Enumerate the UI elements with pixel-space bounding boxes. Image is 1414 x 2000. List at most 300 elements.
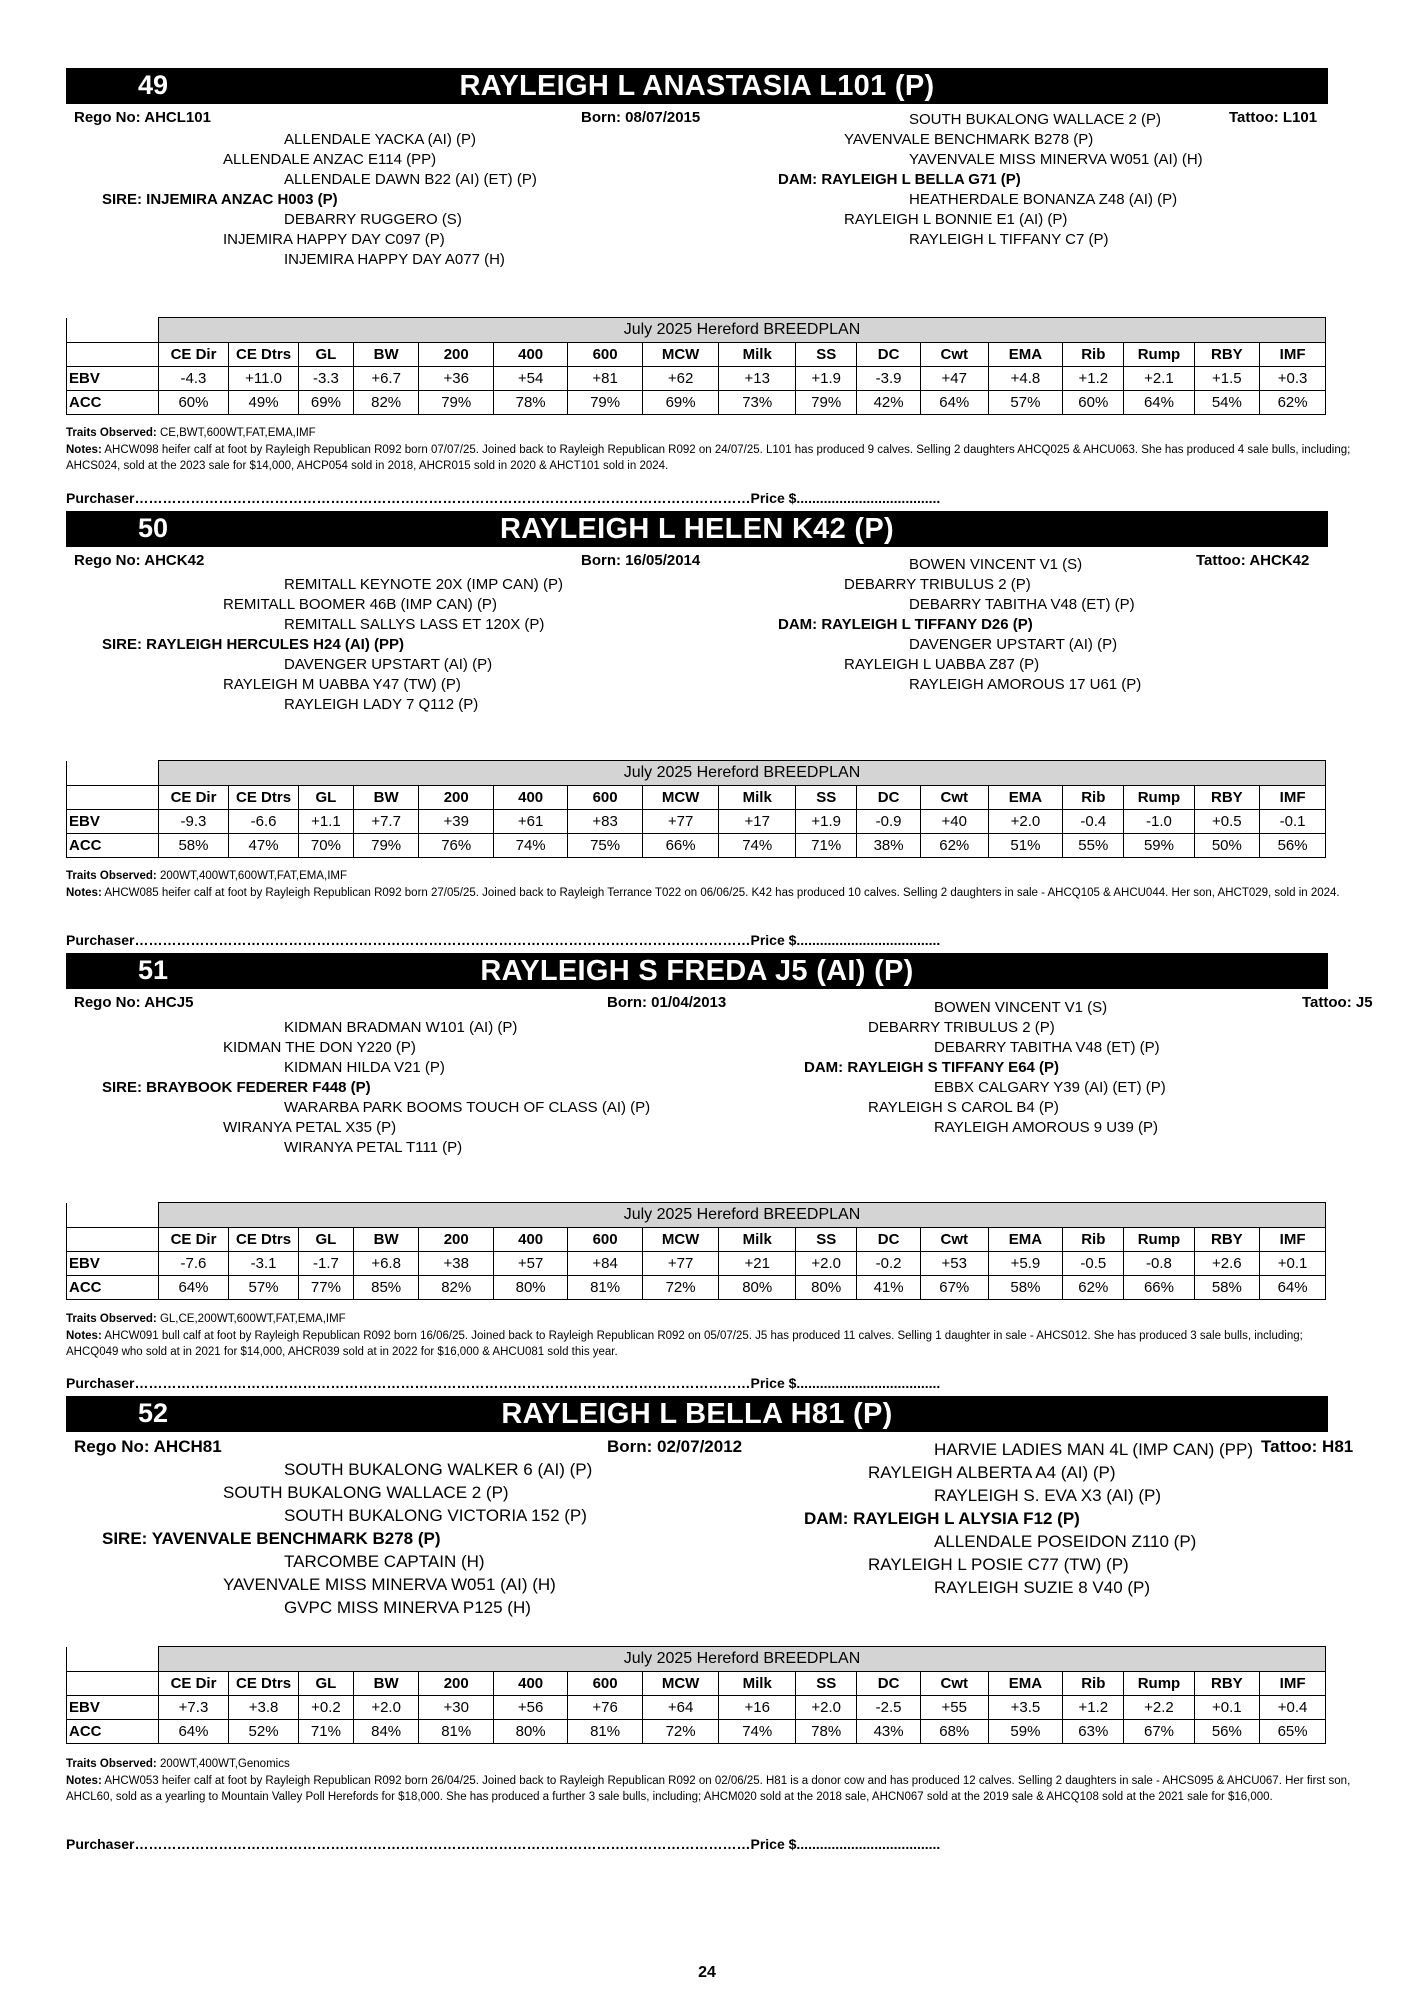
acc-value: 65% [1260,1720,1326,1744]
trait-header: IMF [1260,1228,1326,1252]
traits-observed [66,870,347,882]
trait-header: 200 [419,343,493,367]
trait-header: 200 [419,786,493,810]
trait-header: RBY [1194,1228,1260,1252]
trait-header: IMF [1260,1672,1326,1696]
ebv-value: +54 [493,367,567,391]
breedplan-title-row [67,1203,1326,1228]
ebv-value: +39 [419,810,493,834]
acc-value: 66% [1124,1276,1194,1300]
sire-ancestor: ALLENDALE YACKA (AI) (P) [284,131,477,148]
trait-header: SS [796,343,857,367]
trait-header: 400 [493,1672,567,1696]
dam-ancestor: BOWEN VINCENT V1 (S) [909,556,1083,573]
ebv-value: +11.0 [229,367,299,391]
dam-ancestor: DEBARRY TABITHA V48 (ET) (P) [934,1039,1160,1056]
traits-value: 200WT,400WT,Genomics [156,1758,290,1770]
ebv-value: -4.3 [158,367,228,391]
ebv-value: -7.6 [158,1252,228,1276]
acc-label: ACC [67,1720,159,1744]
ebv-value: +7.7 [353,810,419,834]
acc-value: 78% [796,1720,857,1744]
trait-header: CE Dir [158,343,228,367]
lot-number: 52 [138,1398,169,1428]
trait-header: 200 [419,1672,493,1696]
trait-header: 400 [493,1228,567,1252]
trait-header: Rump [1124,1672,1194,1696]
ebv-row [67,810,1326,834]
acc-value: 66% [642,834,719,858]
lot-section [66,953,1373,1397]
trait-header-row [67,1672,1326,1696]
ebv-value: +2.0 [988,810,1062,834]
sire-ancestor: REMITALL SALLYS LASS ET 120X (P) [284,616,545,633]
acc-value: 71% [796,834,857,858]
ebv-value: -1.7 [299,1252,354,1276]
acc-value: 82% [353,391,419,415]
trait-header: CE Dtrs [229,343,299,367]
ebv-label: EBV [67,367,159,391]
ebv-value: +3.5 [988,1696,1062,1720]
lot-banner [66,953,1328,989]
acc-value: 69% [642,391,719,415]
ebv-value: +77 [642,1252,719,1276]
acc-row [67,391,1326,415]
traits-label: Traits Observed: [66,1313,157,1325]
ebv-value: +5.9 [988,1252,1062,1276]
notes-text: AHCW085 heifer calf at foot by Rayleigh Republican R092 born 27/05/25. Joined back to Rayleigh Terrance T022 on 06/06/25. K42 has produced 10 calves. Selling 2 daughters in sale - AHCQ105 & AHCU044. Her son, AHCT029, sold in 2024. [101,887,1340,899]
trait-header: Cwt [920,786,988,810]
acc-value: 80% [719,1276,796,1300]
empty-cell [67,1203,159,1228]
ebv-value: +2.1 [1124,367,1194,391]
trait-header: Rump [1124,1228,1194,1252]
trait-header-row [67,786,1326,810]
sire-ancestor: GVPC MISS MINERVA P125 (H) [284,1598,531,1617]
rego-label: Rego No: AHCH81 [74,1437,222,1456]
traits-value: GL,CE,200WT,600WT,FAT,EMA,IMF [156,1313,346,1325]
dam-ancestor: RAYLEIGH L BONNIE E1 (AI) (P) [844,211,1068,228]
lot-banner [66,511,1328,547]
acc-value: 79% [796,391,857,415]
trait-header: RBY [1194,343,1260,367]
trait-header: Milk [719,1228,796,1252]
dam-ancestor: RAYLEIGH L POSIE C77 (TW) (P) [868,1555,1129,1574]
tattoo-label: Tattoo: L101 [1229,109,1318,126]
trait-header: CE Dir [158,1672,228,1696]
ebv-value: +40 [920,810,988,834]
ebv-value: +1.9 [796,367,857,391]
born-label: Born: 16/05/2014 [581,552,701,569]
trait-header: Cwt [920,1672,988,1696]
trait-header: IMF [1260,786,1326,810]
acc-value: 64% [1260,1276,1326,1300]
acc-value: 74% [719,834,796,858]
ebv-value: +0.2 [299,1696,354,1720]
sire-ancestor: TARCOMBE CAPTAIN (H) [284,1552,485,1571]
traits-label: Traits Observed: [66,870,157,882]
traits-value: CE,BWT,600WT,FAT,EMA,IMF [156,427,316,439]
sire-name: SIRE: BRAYBOOK FEDERER F448 (P) [102,1079,371,1096]
ebv-value: +0.3 [1260,367,1326,391]
ebv-value: +16 [719,1696,796,1720]
sire-ancestor: ALLENDALE DAWN B22 (AI) (ET) (P) [284,171,537,188]
ebv-value: +84 [568,1252,642,1276]
trait-header: DC [857,1228,920,1252]
ebv-value: +83 [568,810,642,834]
acc-value: 72% [642,1720,719,1744]
trait-header: 400 [493,343,567,367]
trait-header: BW [353,786,419,810]
ebv-value: +64 [642,1696,719,1720]
dam-ancestor: RAYLEIGH L UABBA Z87 (P) [844,656,1040,673]
dam-ancestor: HEATHERDALE BONANZA Z48 (AI) (P) [909,191,1178,208]
acc-label: ACC [67,1276,159,1300]
trait-header [67,1228,159,1252]
ebv-value: +1.1 [299,810,354,834]
ebv-value: +2.6 [1194,1252,1260,1276]
notes-label: Notes: [66,1330,102,1342]
ebv-value: +38 [419,1252,493,1276]
rego-label: Rego No: AHCL101 [74,109,211,126]
acc-value: 59% [1124,834,1194,858]
lot-number: 49 [138,70,169,100]
lot-name: RAYLEIGH L BELLA H81 (P) [501,1398,893,1430]
ebv-row [67,1696,1326,1720]
acc-value: 51% [988,834,1062,858]
acc-value: 63% [1063,1720,1124,1744]
acc-value: 76% [419,834,493,858]
acc-value: 60% [1063,391,1124,415]
trait-header: Milk [719,343,796,367]
sire-ancestor: RAYLEIGH LADY 7 Q112 (P) [284,696,479,713]
trait-header: MCW [642,343,719,367]
ebv-value: +47 [920,367,988,391]
page-number: 24 [698,1964,716,1981]
sire-ancestor: SOUTH BUKALONG VICTORIA 152 (P) [284,1506,587,1525]
trait-header: BW [353,1672,419,1696]
rego-label: Rego No: AHCJ5 [74,994,194,1011]
acc-value: 81% [568,1276,642,1300]
acc-value: 58% [988,1276,1062,1300]
trait-header: DC [857,343,920,367]
sire-ancestor: KIDMAN THE DON Y220 (P) [223,1039,416,1056]
ebv-value: +36 [419,367,493,391]
acc-value: 80% [796,1276,857,1300]
sire-name: SIRE: INJEMIRA ANZAC H003 (P) [102,191,338,208]
acc-value: 68% [920,1720,988,1744]
dam-ancestor: DEBARRY TABITHA V48 (ET) (P) [909,596,1135,613]
empty-cell [67,761,159,786]
dam-ancestor: RAYLEIGH S CAROL B4 (P) [868,1099,1059,1116]
ebv-value: +53 [920,1252,988,1276]
ebv-value: +0.5 [1194,810,1260,834]
dam-ancestor: RAYLEIGH S. EVA X3 (AI) (P) [934,1486,1162,1505]
traits-observed [66,1758,290,1770]
ebv-value: -9.3 [158,810,228,834]
acc-value: 42% [857,391,920,415]
ebv-value: +13 [719,367,796,391]
ebv-value: +6.7 [353,367,419,391]
trait-header: SS [796,786,857,810]
breedplan-title: July 2025 Hereford BREEDPLAN [158,1203,1325,1228]
ebv-value: +30 [419,1696,493,1720]
ebv-value: +0.4 [1260,1696,1326,1720]
breedplan-table [66,1646,1326,1744]
dam-ancestor: HARVIE LADIES MAN 4L (IMP CAN) (PP) [934,1440,1253,1459]
acc-value: 67% [920,1276,988,1300]
acc-value: 73% [719,391,796,415]
ebv-value: -2.5 [857,1696,920,1720]
trait-header: CE Dir [158,786,228,810]
sire-name: SIRE: RAYLEIGH HERCULES H24 (AI) (PP) [102,636,404,653]
notes-text: AHCW091 bull calf at foot by Rayleigh Republican R092 born 16/06/25. Joined back to Rayleigh Republican R092 on 05/07/25. J5 has produced 11 calves. Selling 1 daughter in sale - AHCS012. She has produced 3 sale bulls, including; AHCQ049 who sold at in 2021 for $14,000, AHCR039 sold at in 2022 for $16,000 & AHCU081 sold this year. [66,1330,1303,1358]
breedplan-title: July 2025 Hereford BREEDPLAN [158,761,1325,786]
acc-value: 74% [493,834,567,858]
dam-name: DAM: RAYLEIGH L BELLA G71 (P) [778,171,1021,188]
ebv-value: +77 [642,810,719,834]
dam-ancestor: EBBX CALGARY Y39 (AI) (ET) (P) [934,1079,1166,1096]
ebv-value: +6.8 [353,1252,419,1276]
dam-ancestor: DAVENGER UPSTART (AI) (P) [909,636,1118,653]
acc-value: 38% [857,834,920,858]
acc-value: 41% [857,1276,920,1300]
ebv-value: +1.9 [796,810,857,834]
dam-name: DAM: RAYLEIGH L ALYSIA F12 (P) [804,1509,1080,1528]
acc-value: 50% [1194,834,1260,858]
ebv-value: +2.0 [796,1696,857,1720]
born-label: Born: 02/07/2012 [607,1437,743,1456]
acc-value: 79% [419,391,493,415]
sire-ancestor: WIRANYA PETAL X35 (P) [223,1119,397,1136]
acc-value: 80% [493,1720,567,1744]
breedplan-title-row [67,1647,1326,1672]
acc-value: 77% [299,1276,354,1300]
trait-header-row [67,343,1326,367]
ebv-value: -1.0 [1124,810,1194,834]
acc-value: 71% [299,1720,354,1744]
trait-header: Rib [1063,1672,1124,1696]
trait-header: CE Dir [158,1228,228,1252]
trait-header: MCW [642,786,719,810]
purchaser-line: Purchaser……………………………………………………………………………………………………………………Price $..................................... [66,932,941,948]
breedplan-table [66,1202,1326,1300]
acc-value: 60% [158,391,228,415]
trait-header: Milk [719,1672,796,1696]
trait-header: GL [299,1228,354,1252]
breedplan-title-row [67,318,1326,343]
notes-text: AHCW053 heifer calf at foot by Rayleigh Republican R092 born 26/04/25. Joined back to Rayleigh Republican R092 on 02/06/25. H81 is a donor cow and has produced 12 calves. Selling 2 daughters in sale - AHCS095 & AHCU067. Her first son, AHCL60, sold as a yearling to Mountain Valley Poll Herefords for $18,000. She has produced a further 3 sale bulls, including; AHCM020 sold at the 2018 sale, AHCN067 sold at the 2019 sale & AHCQ108 sold at the 2021 sale for $16,000. [66,1775,1351,1803]
ebv-value: -3.3 [299,367,354,391]
dam-ancestor: RAYLEIGH AMOROUS 17 U61 (P) [909,676,1142,693]
acc-value: 62% [920,834,988,858]
notes-label: Notes: [66,887,102,899]
trait-header: 600 [568,343,642,367]
acc-value: 72% [642,1276,719,1300]
trait-header: RBY [1194,786,1260,810]
dam-ancestor: DEBARRY TRIBULUS 2 (P) [844,576,1031,593]
lot-notes [66,1328,1356,1360]
trait-header: 600 [568,1672,642,1696]
breedplan-title: July 2025 Hereford BREEDPLAN [158,1647,1325,1672]
trait-header: GL [299,1672,354,1696]
trait-header: GL [299,786,354,810]
dam-ancestor: YAVENVALE MISS MINERVA W051 (AI) (H) [909,151,1203,168]
ebv-value: +1.2 [1063,1696,1124,1720]
purchaser-line: Purchaser……………………………………………………………………………………………………………………Price $..................................... [66,1375,941,1391]
acc-row [67,1720,1326,1744]
trait-header: SS [796,1228,857,1252]
trait-header: MCW [642,1672,719,1696]
sire-ancestor: DAVENGER UPSTART (AI) (P) [284,656,493,673]
acc-value: 54% [1194,391,1260,415]
trait-header: EMA [988,1228,1062,1252]
acc-value: 67% [1124,1720,1194,1744]
acc-value: 69% [299,391,354,415]
acc-value: 81% [568,1720,642,1744]
acc-value: 70% [299,834,354,858]
trait-header: 600 [568,786,642,810]
acc-value: 62% [1063,1276,1124,1300]
ebv-label: EBV [67,1252,159,1276]
tattoo-label: Tattoo: J5 [1302,994,1373,1011]
sire-name: SIRE: YAVENVALE BENCHMARK B278 (P) [102,1529,441,1548]
trait-header: IMF [1260,343,1326,367]
ebv-value: +81 [568,367,642,391]
acc-value: 43% [857,1720,920,1744]
dam-ancestor: YAVENVALE BENCHMARK B278 (P) [844,131,1094,148]
trait-header: Cwt [920,1228,988,1252]
trait-header: CE Dtrs [229,1228,299,1252]
trait-header: MCW [642,1228,719,1252]
notes-label: Notes: [66,1775,102,1787]
born-label: Born: 08/07/2015 [581,109,701,126]
trait-header: Rump [1124,343,1194,367]
acc-value: 55% [1063,834,1124,858]
ebv-value: +1.2 [1063,367,1124,391]
traits-label: Traits Observed: [66,427,157,439]
ebv-value: +2.2 [1124,1696,1194,1720]
acc-value: 56% [1260,834,1326,858]
trait-header: SS [796,1672,857,1696]
acc-value: 58% [158,834,228,858]
empty-cell [67,318,159,343]
ebv-value: -0.4 [1063,810,1124,834]
ebv-value: +76 [568,1696,642,1720]
acc-value: 80% [493,1276,567,1300]
acc-value: 56% [1194,1720,1260,1744]
trait-header: 400 [493,786,567,810]
lot-number: 50 [138,513,169,543]
lot-notes [66,885,1356,901]
dam-ancestor: RAYLEIGH L TIFFANY C7 (P) [909,231,1109,248]
ebv-value: -3.9 [857,367,920,391]
trait-header: Rib [1063,786,1124,810]
ebv-value: +56 [493,1696,567,1720]
breedplan-title-row [67,761,1326,786]
sire-ancestor: REMITALL BOOMER 46B (IMP CAN) (P) [223,596,497,613]
ebv-row [67,367,1326,391]
dam-ancestor: SOUTH BUKALONG WALLACE 2 (P) [909,111,1161,128]
lot-name: RAYLEIGH L ANASTASIA L101 (P) [459,70,935,102]
ebv-label: EBV [67,810,159,834]
ebv-value: +57 [493,1252,567,1276]
dam-ancestor: ALLENDALE POSEIDON Z110 (P) [934,1532,1197,1551]
ebv-value: -0.2 [857,1252,920,1276]
trait-header [67,1672,159,1696]
sire-ancestor: WARARBA PARK BOOMS TOUCH OF CLASS (AI) (P) [284,1099,651,1116]
trait-header: BW [353,343,419,367]
acc-value: 75% [568,834,642,858]
sire-ancestor: SOUTH BUKALONG WALKER 6 (AI) (P) [284,1460,593,1479]
trait-header [67,343,159,367]
sire-ancestor: YAVENVALE MISS MINERVA W051 (AI) (H) [223,1575,556,1594]
ebv-value: -6.6 [229,810,299,834]
born-label: Born: 01/04/2013 [607,994,727,1011]
dam-ancestor: RAYLEIGH AMOROUS 9 U39 (P) [934,1119,1158,1136]
acc-label: ACC [67,834,159,858]
lot-section [66,1396,1354,1858]
sire-ancestor: SOUTH BUKALONG WALLACE 2 (P) [223,1483,509,1502]
notes-label: Notes: [66,444,102,456]
traits-observed [66,1313,346,1325]
sire-ancestor: RAYLEIGH M UABBA Y47 (TW) (P) [223,676,461,693]
traits-value: 200WT,400WT,600WT,FAT,EMA,IMF [156,870,347,882]
trait-header [67,786,159,810]
ebv-value: -0.9 [857,810,920,834]
ebv-value: -0.1 [1260,810,1326,834]
trait-header: RBY [1194,1672,1260,1696]
acc-value: 47% [229,834,299,858]
trait-header: CE Dtrs [229,786,299,810]
breedplan-table [66,760,1326,858]
trait-header: Rib [1063,343,1124,367]
purchaser-line: Purchaser……………………………………………………………………………………………………………………Price $..................................... [66,490,941,506]
lot-section [66,68,1351,512]
acc-value: 74% [719,1720,796,1744]
sire-ancestor: INJEMIRA HAPPY DAY C097 (P) [223,231,445,248]
ebv-value: +0.1 [1260,1252,1326,1276]
dam-ancestor: DEBARRY TRIBULUS 2 (P) [868,1019,1055,1036]
traits-label: Traits Observed: [66,1758,157,1770]
trait-header: Rump [1124,786,1194,810]
ebv-value: +62 [642,367,719,391]
acc-row [67,834,1326,858]
trait-header: CE Dtrs [229,1672,299,1696]
acc-value: 64% [1124,391,1194,415]
sire-ancestor: KIDMAN HILDA V21 (P) [284,1059,445,1076]
lot-number: 51 [138,955,169,985]
acc-value: 57% [988,391,1062,415]
acc-value: 59% [988,1720,1062,1744]
lot-section [66,511,1340,954]
trait-header: DC [857,1672,920,1696]
trait-header-row [67,1228,1326,1252]
dam-ancestor: RAYLEIGH SUZIE 8 V40 (P) [934,1578,1151,1597]
acc-row [67,1276,1326,1300]
acc-value: 64% [920,391,988,415]
ebv-value: -3.1 [229,1252,299,1276]
ebv-value: +55 [920,1696,988,1720]
acc-value: 78% [493,391,567,415]
ebv-value: +0.1 [1194,1696,1260,1720]
trait-header: GL [299,343,354,367]
ebv-value: +61 [493,810,567,834]
ebv-row [67,1252,1326,1276]
ebv-value: -0.8 [1124,1252,1194,1276]
trait-header: EMA [988,343,1062,367]
trait-header: 200 [419,1228,493,1252]
